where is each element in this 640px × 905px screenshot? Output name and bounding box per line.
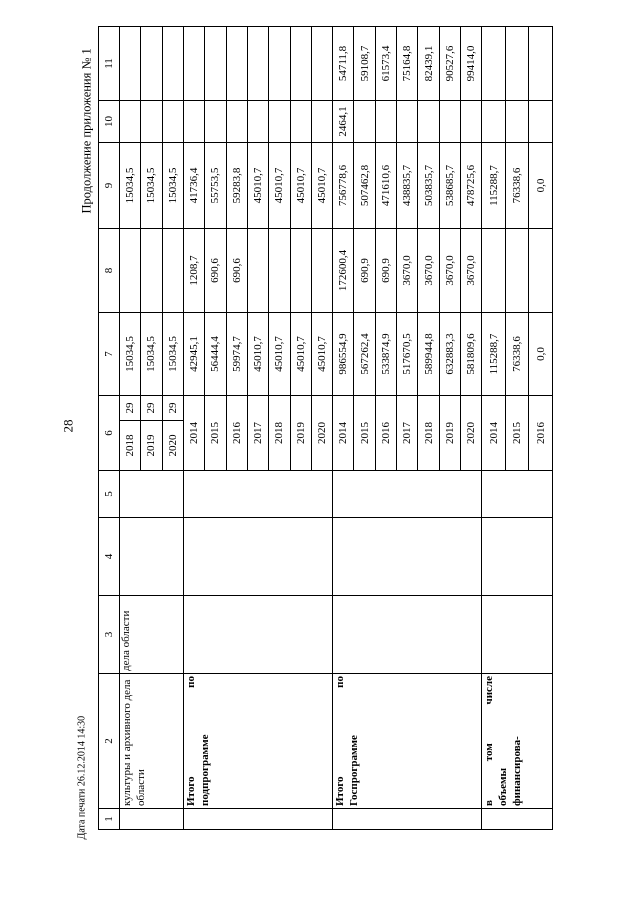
year-cell: 2014 bbox=[333, 396, 354, 471]
year-cell: 2015 bbox=[505, 396, 529, 471]
col10-cell bbox=[162, 101, 183, 143]
total-cell: 42945,1 bbox=[183, 313, 204, 396]
col11-cell: 99414,0 bbox=[461, 27, 482, 101]
col8-cell: 690,6 bbox=[226, 229, 247, 313]
code-cell: 29 bbox=[141, 396, 162, 421]
col11-cell bbox=[183, 27, 204, 101]
col8-cell: 3670,0 bbox=[461, 229, 482, 313]
col-header-9: 9 bbox=[99, 143, 120, 229]
print-date: Дата печати 26.12.2014 14:30 bbox=[76, 715, 88, 840]
col9-cell: 45010,7 bbox=[269, 143, 290, 229]
col10-cell bbox=[141, 101, 162, 143]
state-program-total-label: Итого по Госпрограмме bbox=[333, 674, 482, 809]
year-cell: 2018 bbox=[269, 396, 290, 471]
total-cell: 986554,9 bbox=[333, 313, 354, 396]
col11-cell bbox=[162, 27, 183, 101]
col8-cell: 172600,4 bbox=[333, 229, 354, 313]
col11-cell bbox=[247, 27, 268, 101]
col9-cell: 59283,8 bbox=[226, 143, 247, 229]
total-cell: 45010,7 bbox=[269, 313, 290, 396]
col8-cell: 690,9 bbox=[375, 229, 396, 313]
col11-cell: 61573,4 bbox=[375, 27, 396, 101]
col10-cell bbox=[439, 101, 460, 143]
year-cell: 2018 bbox=[418, 396, 439, 471]
year-cell: 2014 bbox=[482, 396, 506, 471]
col9-cell: 471610,6 bbox=[375, 143, 396, 229]
col-header-2: 2 bbox=[99, 674, 120, 809]
total-cell: 15034,5 bbox=[162, 313, 183, 396]
cell-c1 bbox=[120, 809, 184, 830]
col11-cell: 59108,7 bbox=[354, 27, 375, 101]
including-volumes-label: в том числе объемы финансирова- bbox=[482, 674, 553, 809]
col9-cell: 503835,7 bbox=[418, 143, 439, 229]
cell-c4 bbox=[183, 518, 332, 596]
col9-cell: 507462,8 bbox=[354, 143, 375, 229]
col8-cell bbox=[120, 229, 141, 313]
col11-cell bbox=[482, 27, 506, 101]
table-row bbox=[482, 27, 506, 830]
cell-c5 bbox=[120, 471, 184, 518]
year-cell: 2019 bbox=[141, 421, 162, 471]
year-cell: 2015 bbox=[354, 396, 375, 471]
col11-cell bbox=[311, 27, 332, 101]
year-cell: 2019 bbox=[290, 396, 311, 471]
col-header-1: 1 bbox=[99, 809, 120, 830]
cell-c5 bbox=[482, 471, 553, 518]
cell-c1 bbox=[183, 809, 332, 830]
col8-cell bbox=[247, 229, 268, 313]
cell-c3 bbox=[333, 596, 482, 674]
year-cell: 2019 bbox=[439, 396, 460, 471]
cell-c1 bbox=[333, 809, 482, 830]
year-cell: 2015 bbox=[205, 396, 226, 471]
col8-cell bbox=[162, 229, 183, 313]
col9-cell: 0,0 bbox=[529, 143, 553, 229]
year-cell: 2016 bbox=[529, 396, 553, 471]
total-cell: 15034,5 bbox=[120, 313, 141, 396]
col11-cell bbox=[505, 27, 529, 101]
col11-cell: 54711,8 bbox=[333, 27, 354, 101]
col10-cell bbox=[311, 101, 332, 143]
col8-cell: 1208,7 bbox=[183, 229, 204, 313]
cell-c3 bbox=[183, 596, 332, 674]
col11-cell bbox=[205, 27, 226, 101]
year-cell: 2020 bbox=[162, 421, 183, 471]
cell-c4 bbox=[482, 518, 553, 596]
col8-cell bbox=[311, 229, 332, 313]
cell-c5 bbox=[183, 471, 332, 518]
col9-cell: 15034,5 bbox=[141, 143, 162, 229]
col9-cell: 115288,7 bbox=[482, 143, 506, 229]
col-header-8: 8 bbox=[99, 229, 120, 313]
total-cell: 517670,5 bbox=[397, 313, 418, 396]
col9-cell: 478725,6 bbox=[461, 143, 482, 229]
column-number-row bbox=[99, 27, 120, 830]
total-cell: 567262,4 bbox=[354, 313, 375, 396]
year-cell: 2016 bbox=[375, 396, 396, 471]
cell-c5 bbox=[333, 471, 482, 518]
total-cell: 45010,7 bbox=[311, 313, 332, 396]
col11-cell: 75164,8 bbox=[397, 27, 418, 101]
code-cell: 29 bbox=[120, 396, 141, 421]
col8-cell bbox=[529, 229, 553, 313]
cell-c4 bbox=[120, 518, 184, 596]
col-header-10: 10 bbox=[99, 101, 120, 143]
total-cell: 56444,4 bbox=[205, 313, 226, 396]
col10-cell bbox=[397, 101, 418, 143]
col9-cell: 15034,5 bbox=[120, 143, 141, 229]
col9-cell: 55753,5 bbox=[205, 143, 226, 229]
total-cell: 589944,8 bbox=[418, 313, 439, 396]
subprogram-total-label: Итого по подпрограмме bbox=[183, 674, 332, 809]
table-row bbox=[183, 27, 204, 830]
col10-cell bbox=[375, 101, 396, 143]
col11-cell bbox=[529, 27, 553, 101]
col-header-11: 11 bbox=[99, 27, 120, 101]
funding-table bbox=[98, 26, 553, 830]
total-cell: 45010,7 bbox=[247, 313, 268, 396]
year-cell: 2014 bbox=[183, 396, 204, 471]
col9-cell: 76338,6 bbox=[505, 143, 529, 229]
col10-cell bbox=[461, 101, 482, 143]
col-header-6: 6 bbox=[99, 396, 120, 471]
col9-cell: 45010,7 bbox=[311, 143, 332, 229]
col9-cell: 41736,4 bbox=[183, 143, 204, 229]
col10-cell bbox=[183, 101, 204, 143]
total-cell: 76338,6 bbox=[505, 313, 529, 396]
col11-cell bbox=[120, 27, 141, 101]
total-cell: 0,0 bbox=[529, 313, 553, 396]
col8-cell: 690,6 bbox=[205, 229, 226, 313]
col-header-3: 3 bbox=[99, 596, 120, 674]
year-cell: 2018 bbox=[120, 421, 141, 471]
col10-cell bbox=[205, 101, 226, 143]
year-cell: 2016 bbox=[226, 396, 247, 471]
col-header-7: 7 bbox=[99, 313, 120, 396]
col10-cell bbox=[418, 101, 439, 143]
page-number: 28 bbox=[60, 419, 76, 433]
col10-cell bbox=[269, 101, 290, 143]
col9-cell: 15034,5 bbox=[162, 143, 183, 229]
total-cell: 632883,3 bbox=[439, 313, 460, 396]
col-header-5: 5 bbox=[99, 471, 120, 518]
col9-cell: 45010,7 bbox=[290, 143, 311, 229]
col10-cell: 2464,1 bbox=[333, 101, 354, 143]
col9-cell: 438835,7 bbox=[397, 143, 418, 229]
col8-cell: 3670,0 bbox=[418, 229, 439, 313]
col8-cell: 3670,0 bbox=[439, 229, 460, 313]
col10-cell bbox=[482, 101, 506, 143]
year-cell: 2020 bbox=[311, 396, 332, 471]
total-cell: 15034,5 bbox=[141, 313, 162, 396]
col-header-4: 4 bbox=[99, 518, 120, 596]
col11-cell bbox=[290, 27, 311, 101]
col10-cell bbox=[120, 101, 141, 143]
code-cell: 29 bbox=[162, 396, 183, 421]
total-cell: 581809,6 bbox=[461, 313, 482, 396]
col8-cell bbox=[505, 229, 529, 313]
col10-cell bbox=[226, 101, 247, 143]
col8-cell bbox=[141, 229, 162, 313]
col8-cell bbox=[269, 229, 290, 313]
year-cell: 2020 bbox=[461, 396, 482, 471]
col9-cell: 538685,7 bbox=[439, 143, 460, 229]
total-cell: 533874,9 bbox=[375, 313, 396, 396]
total-cell: 45010,7 bbox=[290, 313, 311, 396]
col10-cell bbox=[247, 101, 268, 143]
col9-cell: 45010,7 bbox=[247, 143, 268, 229]
table-area bbox=[98, 27, 553, 830]
table-row bbox=[120, 27, 141, 830]
total-cell: 115288,7 bbox=[482, 313, 506, 396]
col10-cell bbox=[505, 101, 529, 143]
col10-cell bbox=[290, 101, 311, 143]
year-cell: 2017 bbox=[247, 396, 268, 471]
total-cell: 59974,7 bbox=[226, 313, 247, 396]
col8-cell: 690,9 bbox=[354, 229, 375, 313]
col11-cell bbox=[141, 27, 162, 101]
col9-cell: 756778,6 bbox=[333, 143, 354, 229]
col11-cell: 82439,1 bbox=[418, 27, 439, 101]
col10-cell bbox=[354, 101, 375, 143]
executor-cell: дела области bbox=[120, 596, 184, 674]
cell-c1 bbox=[482, 809, 553, 830]
col8-cell bbox=[290, 229, 311, 313]
continuation-title: Продолжение приложения № 1 bbox=[79, 48, 94, 214]
col8-cell bbox=[482, 229, 506, 313]
col11-cell bbox=[226, 27, 247, 101]
year-cell: 2017 bbox=[397, 396, 418, 471]
col11-cell bbox=[269, 27, 290, 101]
col11-cell: 90527,6 bbox=[439, 27, 460, 101]
col8-cell: 3670,0 bbox=[397, 229, 418, 313]
cell-c3 bbox=[482, 596, 553, 674]
table-row bbox=[333, 27, 354, 830]
col10-cell bbox=[529, 101, 553, 143]
program-name-cell: культуры и архивного дела области bbox=[120, 674, 184, 809]
cell-c4 bbox=[333, 518, 482, 596]
